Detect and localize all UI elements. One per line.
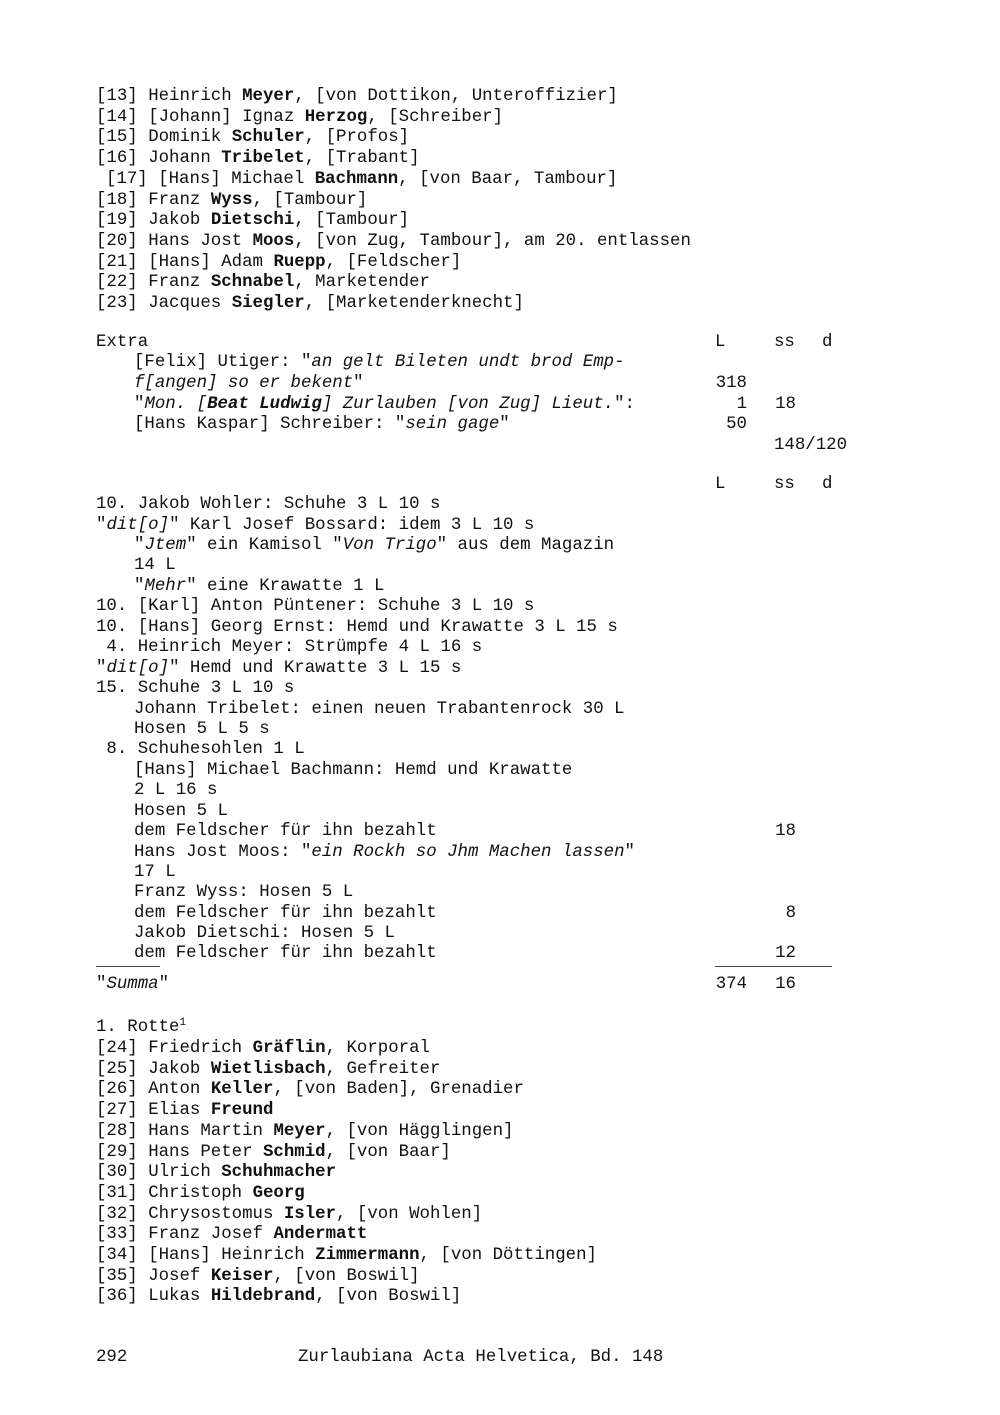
item-line: 4. Heinrich Meyer: Strümpfe 4 L 16 s [96,638,483,657]
roster-entry-surname: Keiser [210,1266,274,1286]
item-line: 14 L [134,556,176,575]
roster-entry-given-name: [Hans] Adam [148,252,263,272]
roster-entry-given-name: Johann [148,149,211,169]
roster-entry-surname: Hildebrand [210,1287,316,1307]
publication-title: Zurlaubiana Acta Helvetica, Bd. 148 [298,1348,664,1367]
roster-entry-number: [23] [96,294,138,313]
item-line: Hosen 5 L 5 s [134,720,270,739]
roster-entry-detail: , Gefreiter [325,1059,441,1079]
extra-col-ss-header: ss [774,333,795,352]
roster-entry-detail: , Marketender [294,273,430,293]
item-line: dem Feldscher für ihn bezahlt [134,944,437,963]
extra-mon-amount-l: 1 [736,395,747,414]
footnote-mark: 1 [179,1017,187,1029]
roster-entry-surname: Schmid [263,1142,326,1162]
page-number: 292 [96,1348,128,1367]
roster-entry [96,1225,367,1245]
extra-schreiber-line: [Hans Kaspar] Schreiber: "sein gage" [134,415,510,434]
roster-entry-given-name: Hans Martin [148,1121,263,1141]
item-amount-ss: 18 [775,822,796,841]
roster-entry-surname: Ruepp [273,252,326,272]
items-col-l-header: L [715,475,726,494]
roster-entry-number: [20] [96,231,138,251]
extra-utiger-line2: f[angen] so er bekent" [134,374,364,393]
item-line: dem Feldscher für ihn bezahlt [134,822,437,841]
roster-entry-given-name: Ulrich [148,1163,211,1183]
roster-entry-given-name: Elias [148,1101,201,1121]
roster-entry-detail: , [von Wohlen] [336,1204,483,1224]
item-line: 17 L [134,863,176,882]
roster-entry-detail: , [von Baar] [325,1142,451,1162]
roster-entry [96,1143,451,1163]
roster-entry-number: [21] [96,252,138,272]
item-line: 10. Jakob Wohler: Schuhe 3 L 10 s [96,495,441,514]
roster-entry-surname: Keller [210,1080,274,1100]
roster-entry-given-name: Jacques [148,294,222,313]
extra-utiger-line1: [Felix] Utiger: "an gelt Bileten undt brod Emp- [134,353,625,372]
roster-entry-number: [24] [96,1039,138,1058]
roster-entry-detail: , [Marketenderknecht] [304,294,524,313]
roster-entry-number: [33] [96,1225,138,1245]
roster-entry-surname: Zimmermann [315,1246,420,1265]
roster-entry-detail: , [von Hägglingen] [325,1121,514,1141]
roster-entry-number: [18] [96,190,138,210]
roster-entry [96,273,430,293]
roster-entry-detail: , [Feldscher] [325,252,462,272]
roster-entry-number: [36] [96,1287,138,1307]
roster-entry-given-name: [Hans] Michael [158,169,305,189]
roster-entry-detail: , [Tambour] [294,211,410,231]
roster-entry-surname: Schnabel [210,273,295,293]
roster-entry-given-name: Chrysostomus [148,1204,274,1224]
roster-entry-surname: Meyer [273,1121,326,1141]
roster-entry [96,1287,461,1307]
roster-entry [96,253,461,273]
item-line: 10. [Hans] Georg Ernst: Hemd und Krawatte 3 L 15 s [96,618,618,637]
roster-entry-number: [35] [96,1266,138,1286]
roster-entry [96,149,420,169]
roster-entry-given-name: Dominik [148,128,222,148]
roster-entry-given-name: Josef [148,1266,201,1286]
roster-entry [96,87,618,107]
roster-entry [96,1122,513,1142]
roster-entry-given-name: Friedrich [148,1039,243,1058]
extra-fraction: 148/120 [774,436,848,455]
roster-entry-number: [28] [96,1121,138,1141]
item-line: [Hans] Michael Bachmann: Hemd und Krawatte [134,761,573,780]
extra-col-l-header: L [715,333,726,352]
roster-entry-detail: , [von Boswil] [315,1287,462,1307]
roster-entry-number: [16] [96,149,138,169]
roster-entry-number: [32] [96,1204,138,1224]
roster-entry-detail: , [Tambour] [252,190,368,210]
roster-entry-detail: , Korporal [325,1039,430,1058]
item-line: "dit[o]" Karl Josef Bossard: idem 3 L 10 s [96,516,535,535]
summa-amount-l: 374 [715,975,747,994]
roster-entry-detail: , [Trabant] [304,149,420,169]
roster-entry-given-name: [Johann] Ignaz [148,107,295,127]
item-line: Hans Jost Moos: "ein Rockh so Jhm Machen lassen" [134,843,635,862]
extra-utiger-amount-l: 318 [715,374,747,393]
roster-entry-number: [34] [96,1246,138,1265]
roster-entry-number: [15] [96,128,138,148]
roster-entry-number: [14] [96,107,138,127]
roster-entry-detail: , [von Dottikon, Unteroffizier] [294,87,618,106]
roster-entry-surname: Isler [283,1204,337,1224]
roster-entry-surname: Schuler [231,128,305,148]
item-line: Johann Tribelet: einen neuen Trabantenrock 30 L [134,700,625,719]
items-col-d-header: d [822,475,833,494]
roster-entry-detail: , [von Zug, Tambour], am 20. entlassen [294,231,691,251]
roster-entry-given-name: Lukas [148,1287,201,1307]
item-line: "Jtem" ein Kamisol "Von Trigo" aus dem Magazin [134,536,615,555]
roster-entry-given-name: Hans Peter [148,1142,253,1162]
extra-label: Extra [96,333,149,352]
roster-entry [96,1101,273,1121]
roster-entry-given-name: Franz [148,190,201,210]
roster-entry-number: [29] [96,1142,138,1162]
item-line: 10. [Karl] Anton Püntener: Schuhe 3 L 10 s [96,597,535,616]
item-amount-ss: 12 [775,944,796,963]
roster-entry [96,232,691,252]
roster-entry-number: [13] [96,87,138,106]
item-line: 2 L 16 s [134,781,218,800]
roster-entry-surname: Tribelet [221,149,305,169]
roster-entry-number: [17] [106,169,148,189]
summa-rule-left [96,966,160,967]
roster-entry [96,294,524,314]
roster-entry-given-name: Christoph [148,1183,243,1203]
roster-entry-surname: Gräflin [252,1039,326,1058]
roster-entry-number: [25] [96,1059,138,1079]
roster-entry [96,108,503,128]
item-line: 8. Schuhesohlen 1 L [96,740,305,759]
roster-entry [96,1184,305,1204]
item-line: Hosen 5 L [134,802,228,821]
roster-entry-given-name: Hans Jost [148,231,243,251]
roster-entry-surname: Dietschi [210,211,295,231]
roster-entry-given-name: Anton [148,1080,201,1100]
roster-entry-surname: Wietlisbach [210,1059,326,1079]
roster-entry-given-name: Jakob [148,1059,201,1079]
rotte-title: 1. Rotte$^1$ [96,1017,187,1037]
roster-entry-surname: Moos [252,231,295,251]
item-amount-ss: 8 [785,904,796,923]
roster-entry-given-name: Jakob [148,211,201,231]
roster-entry-given-name: Franz [148,273,201,293]
roster-entry [96,128,409,148]
roster-entry-number: [26] [96,1080,138,1100]
roster-entry-detail: , [Schreiber] [367,107,504,127]
roster-entry-surname: Schuhmacher [221,1163,337,1183]
roster-entry-surname: Bachmann [314,169,399,189]
extra-mon-line: "Mon. [Beat Ludwig] Zurlauben [von Zug] Lieut.": [134,395,635,414]
roster-entry-surname: Wyss [210,190,253,210]
roster-entry-number: [27] [96,1101,138,1121]
roster-entry-detail: , [von Baden], Grenadier [273,1080,524,1100]
item-line: "Mehr" eine Krawatte 1 L [134,577,385,596]
summa-label: "Summa" [96,975,170,994]
roster-entry-surname: Meyer [242,87,295,106]
roster-entry [96,1060,440,1080]
item-line: Jakob Dietschi: Hosen 5 L [134,924,395,943]
extra-col-d-header: d [822,333,833,352]
items-col-ss-header: ss [774,475,795,494]
item-line: dem Feldscher für ihn bezahlt [134,904,437,923]
roster-entry-surname: Andermatt [273,1225,368,1245]
roster-entry-detail: , [von Boswil] [273,1266,420,1286]
roster-entry [96,1267,420,1287]
item-line: Franz Wyss: Hosen 5 L [134,883,354,902]
roster-entry [96,1080,524,1100]
roster-entry-number: [19] [96,211,138,231]
roster-entry [96,1163,336,1183]
roster-entry [96,1246,597,1266]
extra-schreiber-amount-l: 50 [726,415,747,434]
summa-amount-ss: 16 [775,975,796,994]
roster-entry-detail: , [von Baar, Tambour] [398,169,618,189]
roster-entry [96,211,409,231]
roster-entry-given-name: Heinrich [148,87,232,106]
roster-entry-number: [31] [96,1183,138,1203]
summa-rule-right [715,966,832,967]
roster-entry-surname: Georg [252,1183,305,1203]
roster-entry [96,1039,430,1059]
roster-entry-surname: Herzog [304,107,368,127]
item-line: "dit[o]" Hemd und Krawatte 3 L 15 s [96,659,462,678]
extra-mon-amount-ss: 18 [775,395,796,414]
roster-entry-number: [22] [96,273,138,293]
roster-entry [106,170,617,190]
roster-entry-detail: , [von Döttingen] [419,1246,597,1265]
roster-entry [96,1205,482,1225]
roster-entry-surname: Siegler [231,294,305,313]
roster-entry-given-name: [Hans] Heinrich [148,1246,305,1265]
roster-entry-surname: Freund [210,1101,274,1121]
item-line: 15. Schuhe 3 L 10 s [96,679,295,698]
roster-entry-number: [30] [96,1163,138,1183]
roster-entry-detail: , [Profos] [304,128,410,148]
roster-entry-given-name: Franz Josef [148,1225,263,1245]
roster-entry [96,191,367,211]
